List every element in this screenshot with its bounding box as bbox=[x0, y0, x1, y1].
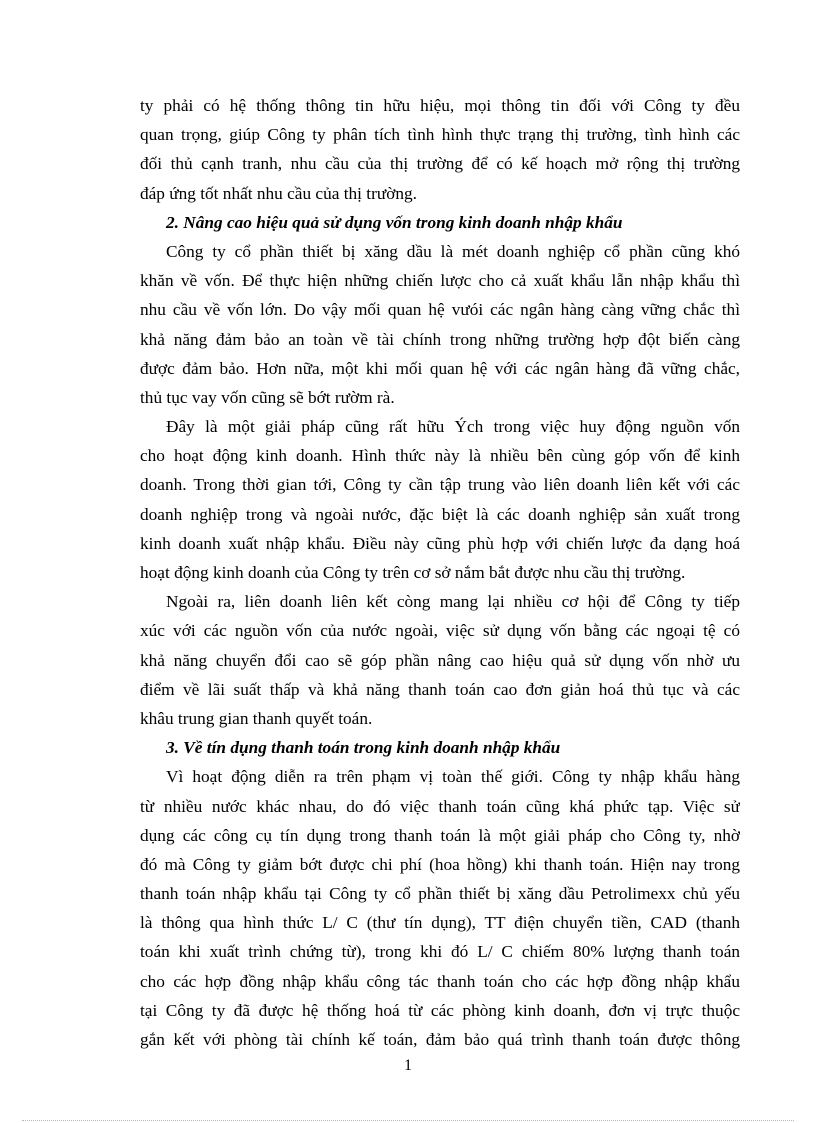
text-line: gắn kết với phòng tài chính kế toán, đảm bảo quá trình thanh toán được thông bbox=[140, 1030, 740, 1049]
text-line: doanh nghiệp trong và ngoài nước, đặc biệt là các doanh nghiệp sản xuất trong bbox=[140, 504, 740, 524]
text-line: đáp ứng tốt nhất nhu cầu của thị trường. bbox=[140, 183, 417, 203]
text-line: khả năng chuyển đổi cao sẽ góp phần nâng cao hiệu quả sử dụng vốn nhờ ưu bbox=[140, 650, 740, 670]
page-number: 1 bbox=[404, 1057, 412, 1074]
text-line: doanh. Trong thời gian tới, Công ty cần tập trung vào liên doanh liên kết với các bbox=[140, 475, 740, 495]
page-break-divider bbox=[22, 1120, 794, 1121]
text-line: cho các hợp đồng nhập khẩu công tác thanh toán cho các hợp đồng nhập khẩu bbox=[140, 971, 740, 991]
text-line: khâu trung gian thanh quyết toán. bbox=[140, 708, 373, 728]
paragraph bbox=[140, 762, 740, 1054]
text-line: nhu cầu về vốn lớn. Do vậy mối quan hệ vưói các ngân hàng càng vững chắc thì bbox=[140, 300, 740, 320]
text-line: khả năng đảm bảo an toàn về tài chính trong những trường hợp đột biến càng bbox=[140, 329, 740, 349]
text-line: được đảm bảo. Hơn nữa, một khi mối quan hệ với các ngân hàng đã vững chắc, bbox=[140, 358, 740, 378]
text-line: dụng các công cụ tín dụng trong thanh toán là một giải pháp cho Công ty, nhờ bbox=[140, 825, 740, 845]
text-line: cho hoạt động kinh doanh. Hình thức này là nhiều bên cùng góp vốn để kinh bbox=[140, 446, 740, 466]
section-heading bbox=[140, 208, 740, 237]
text-line: tại Công ty đã được hệ thống hoá từ các phòng kinh doanh, đơn vị trực thuộc bbox=[140, 1000, 740, 1020]
text-line: Công ty cổ phần thiết bị xăng dầu là mét doanh nghiệp cổ phần cũng khó bbox=[166, 241, 740, 261]
text-line: Ngoài ra, liên doanh liên kết còng mang lại nhiều cơ hội để Công ty tiếp bbox=[166, 592, 740, 612]
paragraph bbox=[140, 412, 740, 587]
paragraph bbox=[140, 237, 740, 412]
text-line: hoạt động kinh doanh của Công ty trên cơ sở nắm bắt được nhu cầu thị trường. bbox=[140, 563, 686, 582]
section-heading bbox=[140, 733, 740, 762]
text-line: thanh toán nhập khẩu tại Công ty cổ phần thiết bị xăng dầu Petrolimexx chủ yếu bbox=[140, 884, 740, 904]
text-line: quan trọng, giúp Công ty phân tích tình hình thực trạng thị trường, tình hình các bbox=[140, 125, 740, 145]
text-line: khăn về vốn. Để thực hiện những chiến lược cho cả xuất khẩu lẫn nhập khẩu thì bbox=[140, 271, 740, 291]
paragraph bbox=[140, 91, 740, 208]
text-line: Vì hoạt động diễn ra trên phạm vị toàn thế giới. Công ty nhập khẩu hàng bbox=[166, 767, 740, 787]
text-line: kinh doanh xuất nhập khẩu. Điều này cũng phù hợp với chiến lược đa dạng hoá bbox=[140, 533, 740, 553]
text-line: toán khi xuất trình chứng từ), trong khi đó L/ C chiếm 80% lượng thanh toán bbox=[140, 942, 740, 962]
paragraph bbox=[140, 587, 740, 733]
text-line: là thông qua hình thức L/ C (thư tín dụng), TT điện chuyển tiền, CAD (thanh bbox=[140, 913, 740, 933]
heading-text: 2. Nâng cao hiệu quả sử dụng vốn trong kinh doanh nhập khẩu bbox=[166, 212, 623, 232]
text-line: Đây là một giải pháp cũng rất hữu Ých trong việc huy động nguồn vốn bbox=[166, 417, 740, 437]
text-line: điểm về lãi suất thấp và khả năng thanh toán cao đơn giản hoá thủ tục và các bbox=[140, 679, 740, 699]
heading-text: 3. Về tín dụng thanh toán trong kinh doanh nhập khẩu bbox=[166, 738, 561, 758]
document-body bbox=[140, 91, 740, 1054]
text-line: từ nhiều nước khác nhau, do đó việc thanh toán cũng khá phức tạp. Việc sử bbox=[140, 796, 740, 816]
text-line: thủ tục vay vốn cũng sẽ bớt rườm rà. bbox=[140, 387, 395, 407]
text-line: đối thủ cạnh tranh, nhu cầu của thị trường để có kế hoạch mở rộng thị trường bbox=[140, 154, 740, 174]
text-line: đó mà Công ty giảm bớt được chi phí (hoa hồng) khi thanh toán. Hiện nay trong bbox=[140, 854, 740, 874]
text-line: xúc với các nguồn vốn của nước ngoài, việc sử dụng vốn bằng các ngoại tệ có bbox=[140, 621, 740, 641]
text-line: ty phải có hệ thống thông tin hữu hiệu, mọi thông tin đối với Công ty đều bbox=[140, 96, 740, 115]
